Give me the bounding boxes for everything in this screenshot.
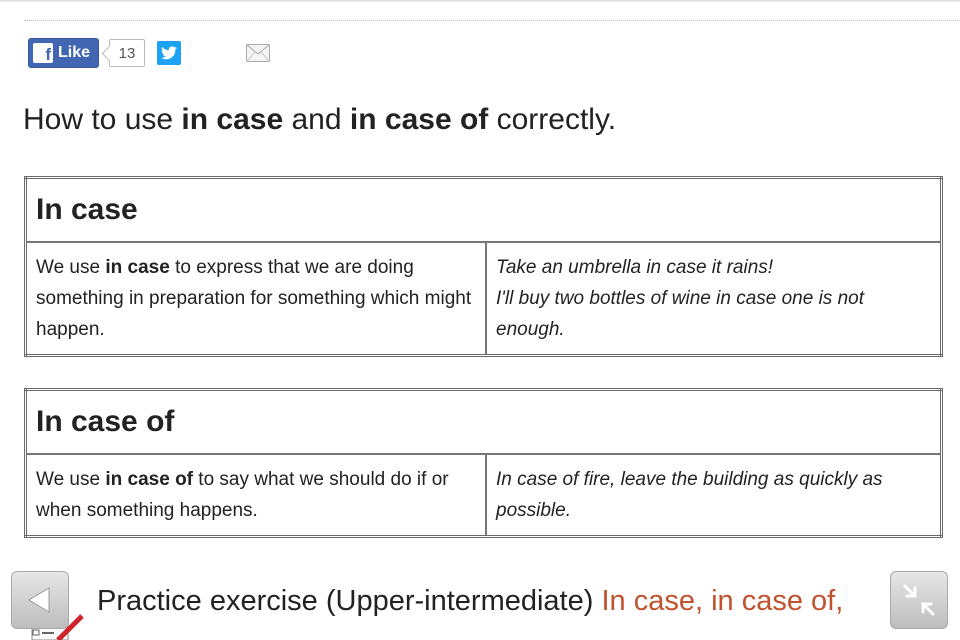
explanation-text: We use xyxy=(36,469,106,490)
divider xyxy=(24,20,960,21)
practice-label: Practice exercise (Upper-intermediate) xyxy=(97,585,602,617)
table-heading: In case xyxy=(26,178,942,243)
intro-term-in-case: in case xyxy=(181,103,284,136)
collapse-button[interactable] xyxy=(890,571,948,629)
explanation-term: in case of xyxy=(105,469,194,490)
intro-term-in-case-of: in case of xyxy=(349,103,489,136)
explanation-cell xyxy=(26,242,487,356)
example-sentence: In case of fire, leave the building as quickly as possible. xyxy=(496,469,883,521)
twitter-icon xyxy=(161,46,177,60)
like-label: Like xyxy=(58,44,91,61)
explanation-text: to express that we are doing something in preparation for something which might happen. xyxy=(36,257,472,340)
back-button[interactable] xyxy=(11,571,69,629)
like-count: 13 xyxy=(109,39,145,67)
grammar-table-in-case xyxy=(24,176,943,357)
top-shadow xyxy=(0,0,960,3)
explanation-term: in case xyxy=(105,257,170,278)
intro-heading xyxy=(23,103,616,137)
twitter-share-button[interactable] xyxy=(157,41,181,65)
example-sentence: I'll buy two bottles of wine in case one is not enough. xyxy=(496,288,864,340)
explanation-text: to say what we should do if or when something happens. xyxy=(36,469,449,521)
intro-text: How to use xyxy=(23,103,182,136)
explanation-cell xyxy=(26,454,487,537)
table-heading: In case of xyxy=(26,390,942,455)
grammar-table-in-case-of xyxy=(24,388,943,538)
facebook-icon: f xyxy=(33,43,53,63)
intro-text: and xyxy=(283,103,350,136)
explanation-text: We use xyxy=(36,257,106,278)
back-arrow-icon xyxy=(25,585,55,615)
examples-cell xyxy=(486,454,942,537)
intro-text: correctly. xyxy=(488,103,617,136)
examples-cell xyxy=(486,242,942,356)
social-share-bar xyxy=(28,38,181,68)
collapse-icon xyxy=(901,582,937,618)
table-row xyxy=(26,242,942,356)
mail-icon[interactable] xyxy=(246,42,270,64)
example-sentence: Take an umbrella in case it rains! xyxy=(496,257,774,278)
facebook-like-button[interactable] xyxy=(28,38,99,68)
practice-exercise-line xyxy=(97,585,843,618)
table-row xyxy=(26,454,942,537)
practice-exercise-link[interactable]: In case, in case of, xyxy=(601,585,844,617)
